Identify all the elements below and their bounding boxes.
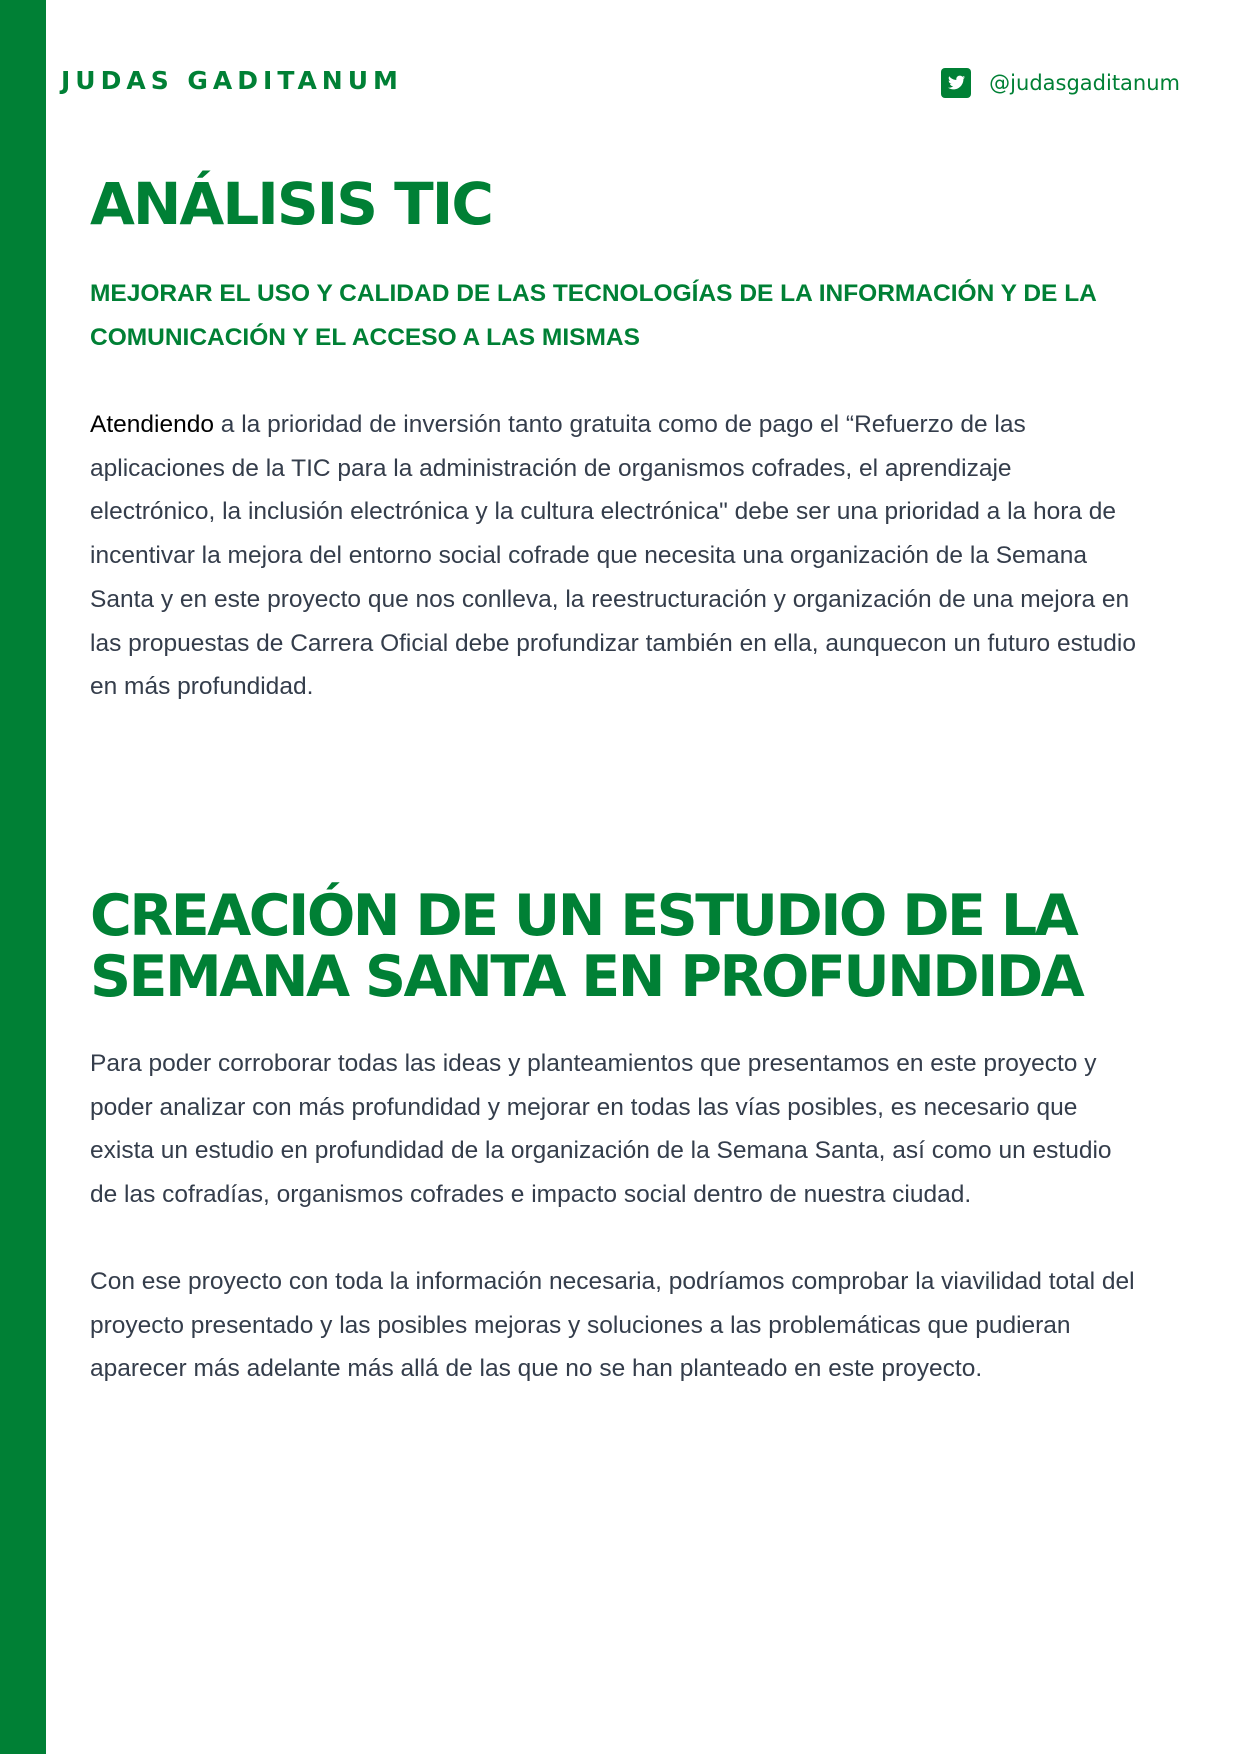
paragraph-lead-word: Atendiendo — [90, 411, 214, 438]
paragraph-line: Para poder corroborar todas las ideas y planteamientos que presentamos en este proyecto y — [90, 1050, 1097, 1077]
section-subtitle — [90, 272, 1200, 360]
section-title-analisis-tic: ANÁLISIS TIC — [90, 170, 492, 238]
paragraph-line: proyecto presentado y las posibles mejoras y soluciones a las problemáticas que pudieran — [90, 1311, 1071, 1339]
paragraph-estudio-1 — [90, 1042, 1202, 1217]
paragraph-estudio-2 — [90, 1260, 1202, 1391]
subtitle-line: MEJORAR EL USO Y CALIDAD DE LAS TECNOLOGÍAS DE LA INFORMACIÓN Y DE LA — [90, 280, 1097, 307]
paragraph-line: de las cofradías, organismos cofrades e impacto social dentro de nuestra ciudad. — [90, 1181, 972, 1209]
paragraph-line: poder analizar con más profundidad y mejorar en todas las vías posibles, es necesario que — [90, 1093, 1078, 1121]
paragraph-line: a la prioridad de inversión tanto gratuita como de pago el “Refuerzo de las — [213, 411, 1026, 438]
section-title-line: CREACIÓN DE UN ESTUDIO DE LA — [90, 883, 1077, 949]
brand-name: JUDAS GADITANUM — [61, 66, 403, 95]
section-title-line: SEMANA SANTA EN PROFUNDIDA — [90, 944, 1083, 1010]
section-title-estudio — [90, 883, 1200, 1010]
paragraph-line: aplicaciones de la TIC para la administración de organismos cofrades, el aprendizaje — [90, 454, 1012, 482]
paragraph-line: incentivar la mejora del entorno social cofrade que necesita una organización de la Semana — [90, 542, 1087, 570]
paragraph-line: exista un estudio en profundidad de la organización de la Semana Santa, así como un estudio — [90, 1137, 1112, 1165]
paragraph-line: Con ese proyecto con toda la información necesaria, podríamos comprobar la viavilidad total del — [90, 1268, 1135, 1295]
twitter-icon — [941, 68, 971, 98]
paragraph-line: en más profundidad. — [90, 673, 314, 701]
paragraph-line: aparecer más adelante más allá de las que no se han planteado en este proyecto. — [90, 1355, 983, 1383]
paragraph-line: las propuestas de Carrera Oficial debe profundizar también en ella, aunquecon un futuro estudio — [90, 629, 1136, 657]
subtitle-line: COMUNICACIÓN Y EL ACCESO A LAS MISMAS — [90, 324, 640, 351]
twitter-link[interactable] — [941, 68, 1180, 98]
left-accent-stripe — [0, 0, 46, 1754]
paragraph-analisis — [90, 403, 1202, 709]
paragraph-line: Santa y en este proyecto que nos conlleva, la reestructuración y organización de una mejora en — [90, 585, 1130, 613]
twitter-handle: @judasgaditanum — [989, 71, 1180, 95]
paragraph-line: electrónico, la inclusión electrónica y la cultura electrónica" debe ser una prioridad a la hora de — [90, 498, 1117, 526]
